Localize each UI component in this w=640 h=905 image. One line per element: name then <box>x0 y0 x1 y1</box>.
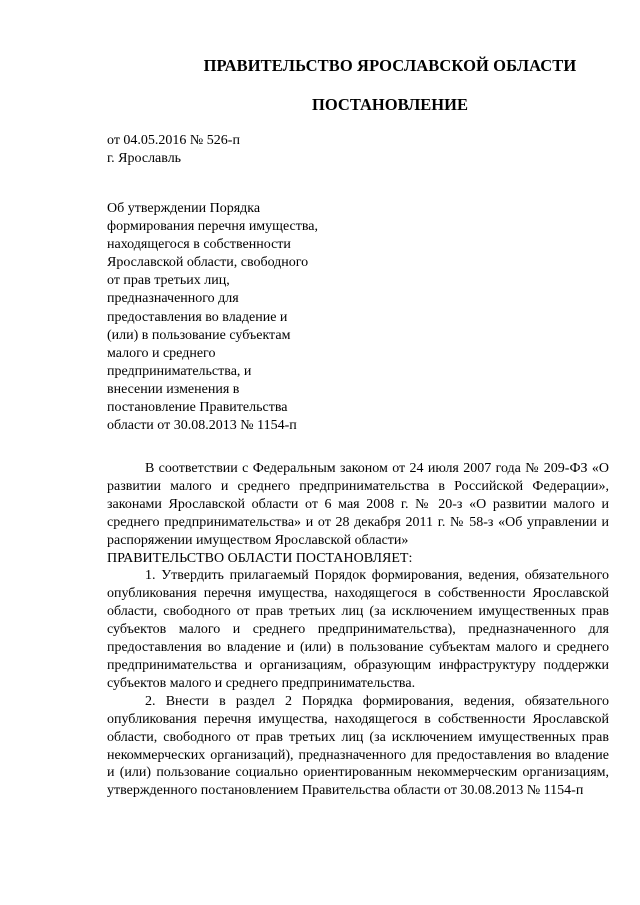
subject-line: формирования перечня имущества, <box>107 219 318 235</box>
preamble-paragraph: В соответствии с Федеральным законом от 24 июля 2007 года № 209-ФЗ «О развитии малого и среднего предпринимательства в Российской Федерации», законами Ярославской области от 6 мая 2008 г. № 20-з «О развитии малого и среднего предпринимательства» и от 28 декабря 2011 г. № 58-з «Об управлении и распоряжении имуществом Ярославской области» <box>107 461 609 548</box>
subject-line: постановление Правительства <box>107 400 288 416</box>
subject-line: Ярославской области, свободного <box>107 255 309 271</box>
document-meta <box>107 132 240 168</box>
government-title: ПРАВИТЕЛЬСТВО ЯРОСЛАВСКОЙ ОБЛАСТИ <box>203 56 577 75</box>
document-type-title: ПОСТАНОВЛЕНИЕ <box>312 95 468 114</box>
item-2-paragraph: 2. Внести в раздел 2 Порядка формирования, ведения, обязательного опубликования перечня имущества, находящегося в собственности Ярославской области, свободного от прав третьих лиц (за исключением имущественных прав некоммерческих организаций), предназначенного для предоставления во владение и (или) пользование социально ориентированным некоммерческим организациям, утвержденного постановлением Правительства области от 30.08.2013 № 1154-п <box>107 693 609 799</box>
subject-line: от прав третьих лиц, <box>107 273 230 289</box>
decree-heading: ПРАВИТЕЛЬСТВО ОБЛАСТИ ПОСТАНОВЛЯЕТ: <box>107 550 413 566</box>
document-body <box>107 460 609 800</box>
city: г. Ярославль <box>107 151 182 166</box>
item-1-paragraph: 1. Утвердить прилагаемый Порядок формирования, ведения, обязательного опубликования перечня имущества, находящегося в собственности Ярославской области, свободного от прав третьих лиц (за исключением имущественных прав субъектов малого и среднего предпринимательства), предназначенного для предоставления во владение и (или) в пользование субъектам малого и среднего предпринимательства и организациям, образующим инфраструктуру поддержки субъектов малого и среднего предпринимательства. <box>107 568 609 691</box>
subject-line: находящегося в собственности <box>107 237 291 253</box>
document-subject <box>107 200 318 435</box>
date-number: от 04.05.2016 № 526-п <box>107 133 240 148</box>
subject-line: предназначенного для <box>107 291 239 307</box>
subject-line: Об утверждении Порядка <box>107 201 261 216</box>
subject-line: внесении изменения в <box>107 381 240 397</box>
subject-line: малого и среднего <box>107 345 216 361</box>
subject-line: (или) в пользование субъектам <box>107 327 291 343</box>
subject-line: предпринимательства, и <box>107 363 252 379</box>
subject-line: предоставления во владение и <box>107 309 288 325</box>
subject-line: области от 30.08.2013 № 1154-п <box>107 418 297 434</box>
